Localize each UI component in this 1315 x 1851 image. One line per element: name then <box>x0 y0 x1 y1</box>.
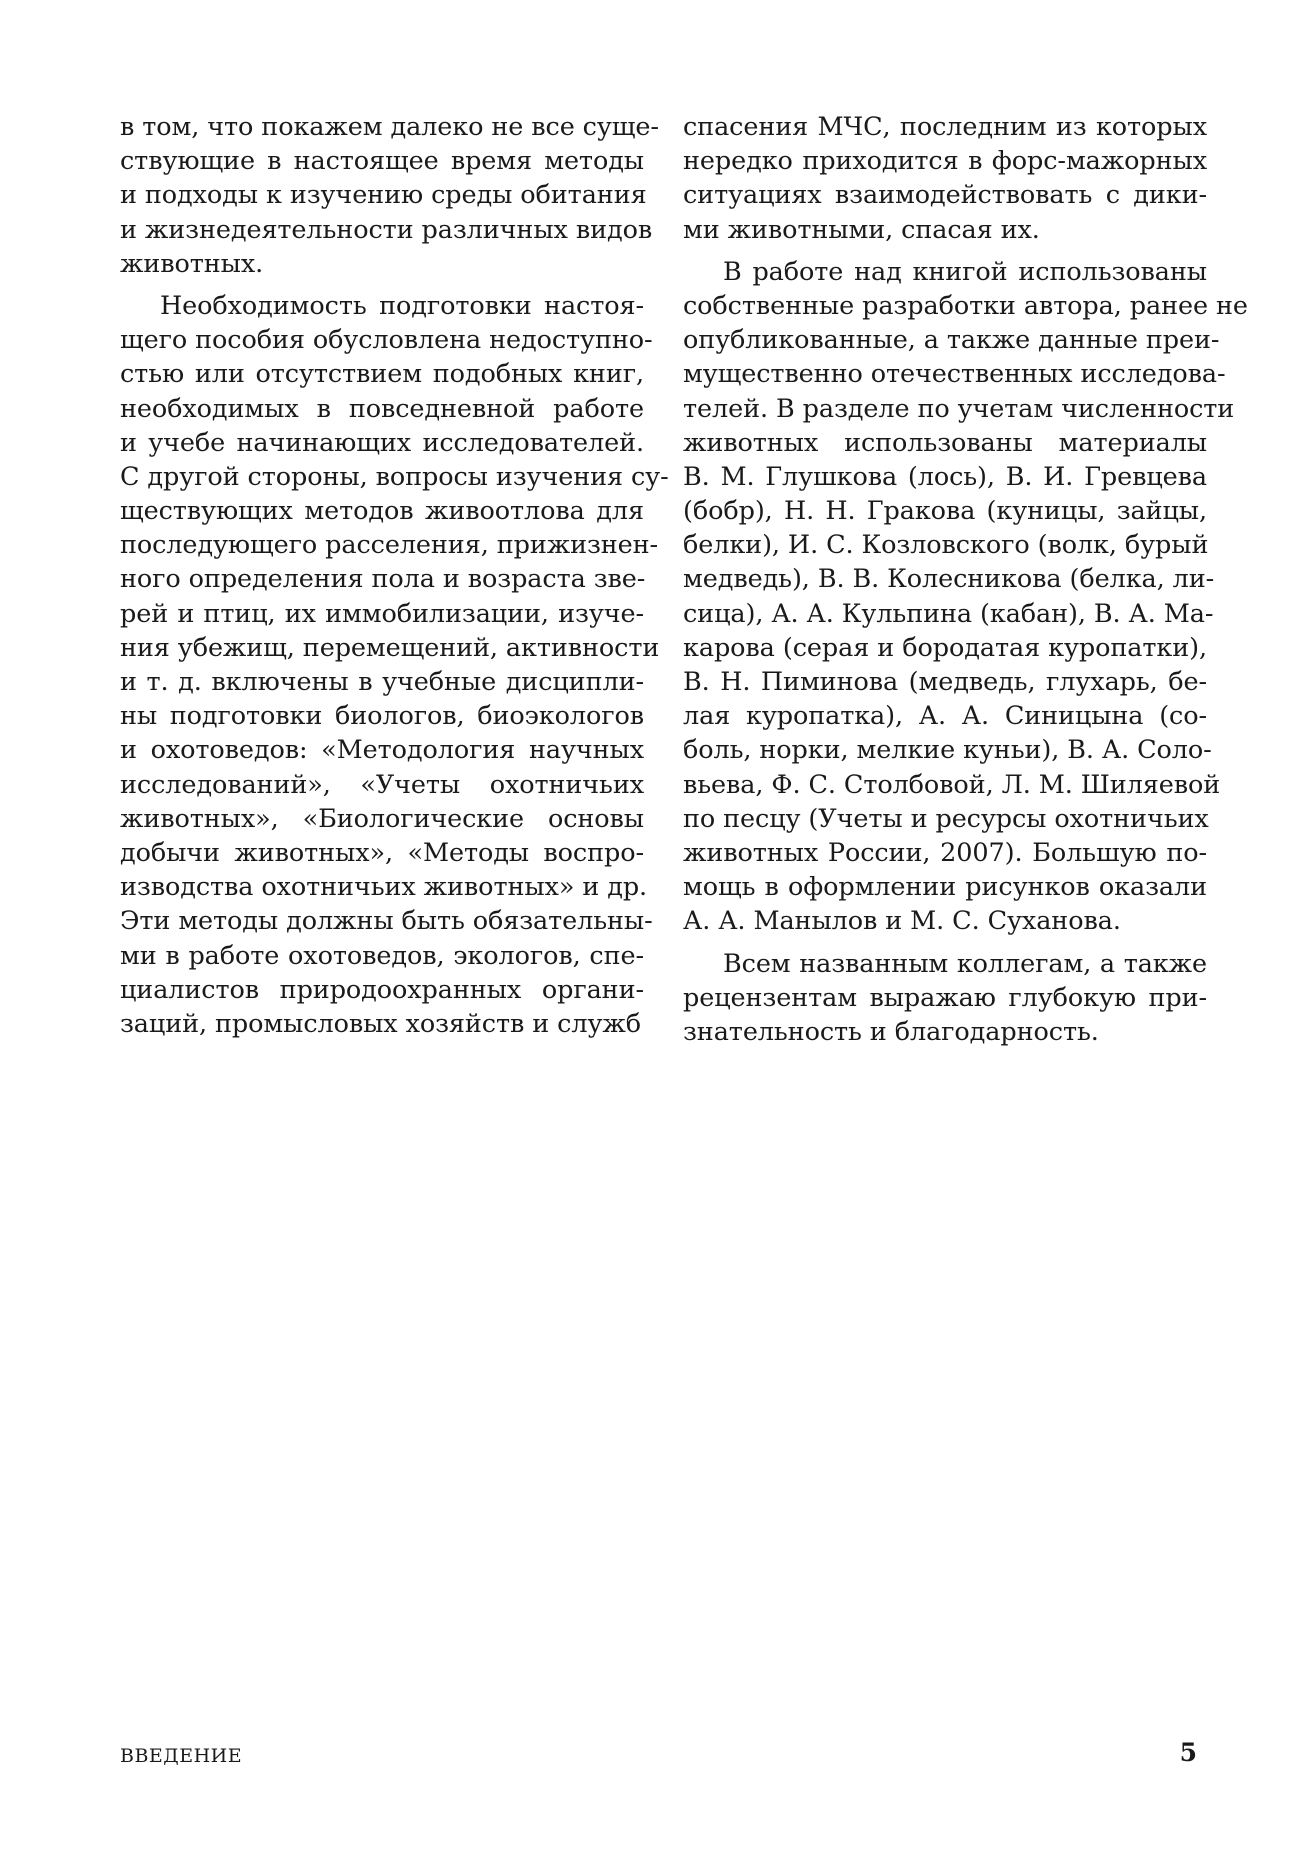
text-line: Всем названным коллегам, а также <box>723 948 1207 979</box>
text-line: ситуациях взаимодействовать с дики- <box>683 180 1207 211</box>
text-line: и подходы к изучению среды обитания <box>120 180 647 211</box>
text-line: животных использованы материалы <box>683 427 1207 458</box>
text-line: медведь), В. В. Колесникова (белка, ли- <box>683 564 1215 595</box>
running-footer-section-title: ВВЕДЕНИЕ <box>120 1745 243 1767</box>
text-line: телей. В разделе по учетам численности <box>683 393 1235 424</box>
text-line: и охотоведов: «Методология научных <box>120 735 644 766</box>
text-line: ния убежищ, перемещений, активности <box>120 632 660 663</box>
text-line: Необходимость подготовки настоя- <box>160 290 644 321</box>
paragraph <box>683 947 1207 1050</box>
text-line: вьева, Ф. С. Столбовой, Л. М. Шиляевой <box>683 769 1221 800</box>
text-line: ми животными, спасая их. <box>683 214 1040 245</box>
text-line: Эти методы должны быть обязательны- <box>120 906 653 937</box>
text-line: А. А. Манылов и М. С. Суханова. <box>683 906 1121 937</box>
paragraph-gap <box>683 247 1207 255</box>
text-line: заций, промысловых хозяйств и служб <box>120 1008 641 1039</box>
paragraph <box>683 110 1207 247</box>
right-text-column <box>683 110 1248 1049</box>
text-line: рецензентам выражаю глубокую при- <box>683 982 1207 1013</box>
text-line: сица), А. А. Кульпина (кабан), В. А. Ма- <box>683 598 1214 629</box>
text-line: ного определения пола и возраста зве- <box>120 564 646 595</box>
text-line: знательность и благодарность. <box>683 1016 1099 1047</box>
text-line: добычи животных», «Методы воспро- <box>120 837 644 868</box>
text-line: стью или отсутствием подобных книг, <box>120 359 644 390</box>
text-line: ны подготовки биологов, биоэкологов <box>120 701 644 732</box>
paragraph <box>120 110 659 281</box>
text-line: опубликованные, а также данные преи- <box>683 325 1220 356</box>
text-line: животных. <box>120 248 264 279</box>
text-line: ствующие в настоящее время методы <box>120 146 644 177</box>
text-line: необходимых в повседневной работе <box>120 393 644 424</box>
text-line: рей и птиц, их иммобилизации, изуче- <box>120 598 644 629</box>
text-line: животных», «Биологические основы <box>120 803 644 834</box>
text-line: и т. д. включены в учебные дисципли- <box>120 667 644 697</box>
text-line: ми в работе охотоведов, экологов, спе- <box>120 940 644 971</box>
text-line: С другой стороны, вопросы изучения су- <box>120 461 669 492</box>
text-line: мущественно отечественных исследова- <box>683 359 1226 390</box>
paragraph <box>120 289 669 1041</box>
text-line: ществующих методов живоотлова для <box>120 496 644 527</box>
text-line: лая куропатка), А. А. Синицына (со- <box>683 701 1207 732</box>
text-line: В. Н. Пиминова (медведь, глухарь, бе- <box>683 667 1207 697</box>
text-line: исследований», «Учеты охотничьих <box>120 769 644 800</box>
text-line: В. М. Глушкова (лось), В. И. Гревцева <box>683 461 1207 492</box>
text-line: по песцу (Учеты и ресурсы охотничьих <box>683 803 1209 834</box>
text-line: собственные разработки автора, ранее не <box>683 290 1248 321</box>
text-line: В работе над книгой использованы <box>723 256 1207 287</box>
left-text-column <box>120 110 669 1041</box>
text-line: последующего расселения, прижизнен- <box>120 530 659 561</box>
text-line: карова (серая и бородатая куропатки), <box>683 632 1207 663</box>
text-line: и жизнедеятельности различных видов <box>120 214 653 245</box>
paragraph-gap <box>683 939 1207 947</box>
text-line: мощь в оформлении рисунков оказали <box>683 872 1207 903</box>
text-line: изводства охотничьих животных» и др. <box>120 872 648 903</box>
page-number: 5 <box>1179 1738 1197 1767</box>
text-line: белки), И. С. Козловского (волк, бурый <box>683 530 1209 561</box>
text-line: нередко приходится в форс-мажорных <box>683 146 1207 177</box>
text-line: в том, что покажем далеко не все суще- <box>120 112 659 142</box>
text-line: и учебе начинающих исследователей. <box>120 427 644 458</box>
paragraph <box>683 255 1248 939</box>
text-line: боль, норки, мелкие куньи), В. А. Соло- <box>683 735 1212 766</box>
paragraph-gap <box>120 281 644 289</box>
text-line: (бобр), Н. Н. Гракова (куницы, зайцы, <box>683 496 1207 527</box>
text-line: спасения МЧС, последним из которых <box>683 112 1207 142</box>
text-line: циалистов природоохранных органи- <box>120 974 644 1005</box>
text-line: щего пособия обусловлена недоступно- <box>120 325 653 356</box>
text-line: животных России, 2007). Большую по- <box>683 837 1207 868</box>
